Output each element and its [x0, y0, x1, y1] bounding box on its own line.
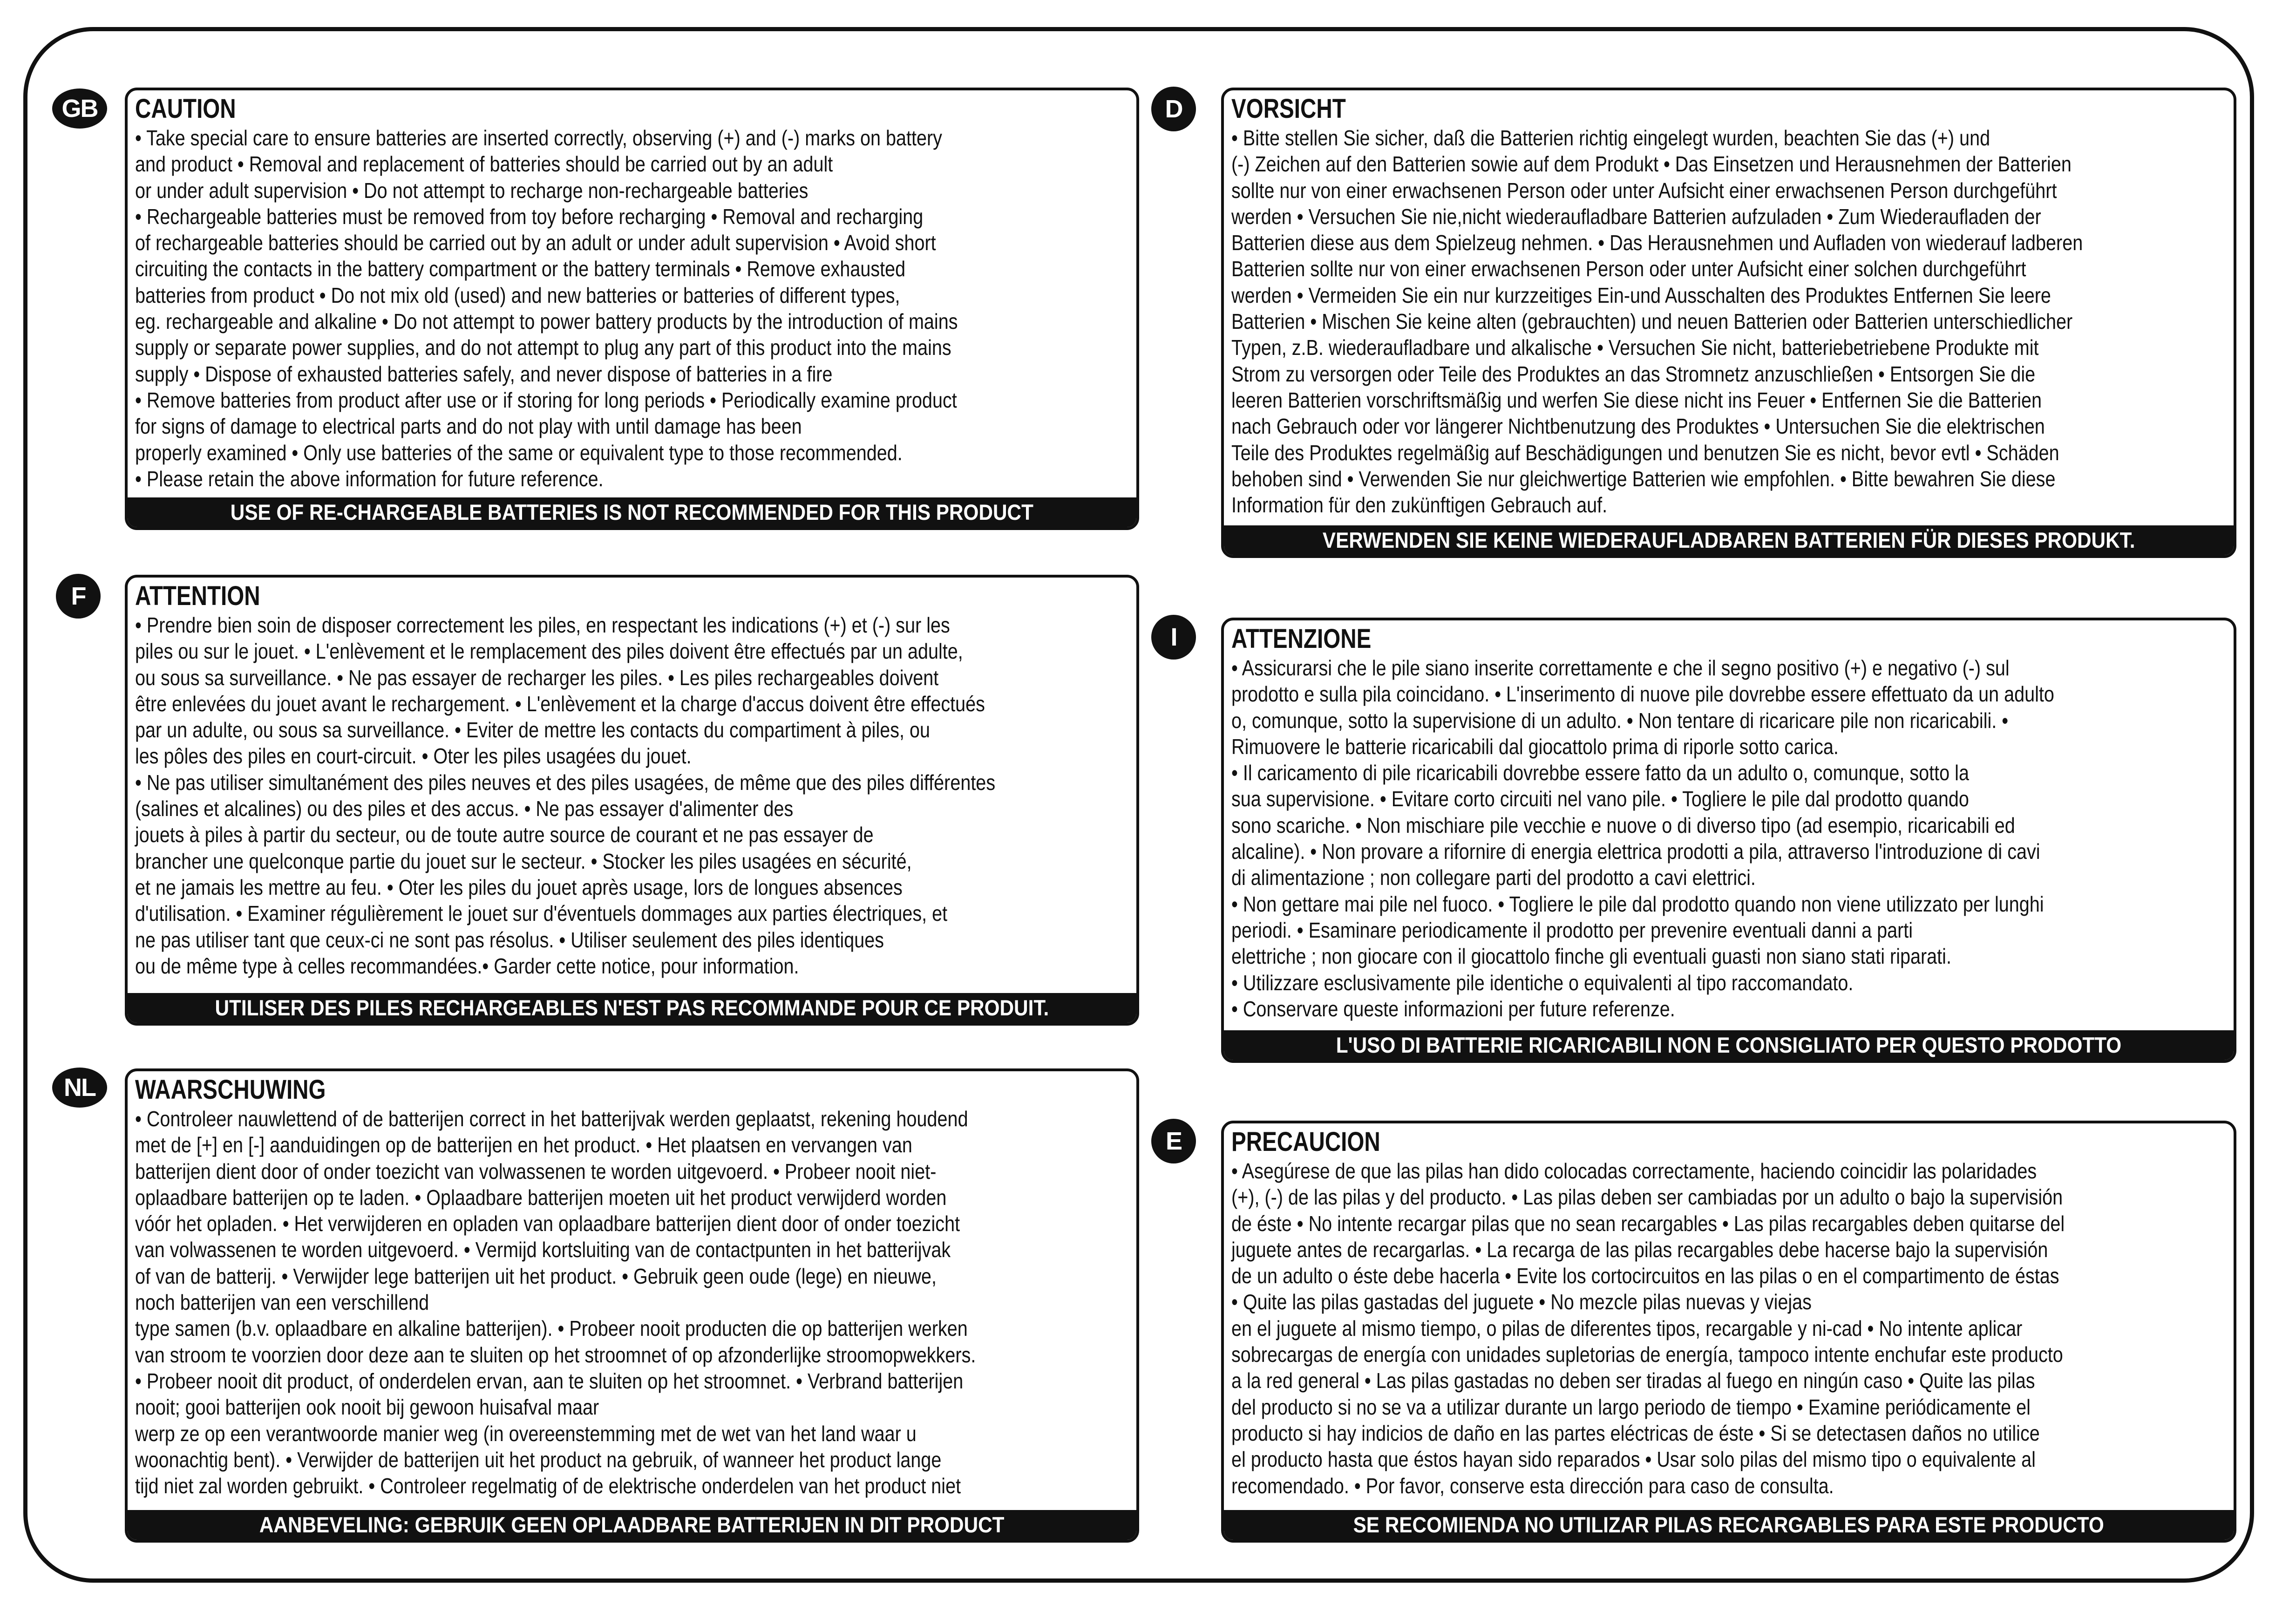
section-vorsicht-d	[1221, 88, 2236, 558]
footer-text: AANBEVELING: GEBRUIK GEEN OPLAADBARE BATTERIJEN IN DIT PRODUCT	[259, 1512, 1005, 1537]
section-caution-gb	[125, 88, 1139, 530]
footer-text: SE RECOMIENDA NO UTILIZAR PILAS RECARGABLES PARA ESTE PRODUCTO	[1353, 1512, 2105, 1537]
section-body: • Controleer nauwlettend of de batterijen correct in het batterijvak werden geplaatst, rekening houdend met de [+] en [-] aanduidingen op de batterijen en het product. • Het plaatsen en vervangen van batterijen dient door of onder toezicht van volwassenen te worden uitgevoerd. • Probeer nooit niet- oplaadbare batterijen op te laden. • Oplaadbare batterijen moeten uit het product verwijderd worden vóór het opladen. • Het verwijderen en opladen van oplaadbare batterijen dient door of onder toezicht van volwassenen te worden uitgevoerd. • Vermijd kortsluiting van de contactpunten in het batterijvak of van de batterij. • Verwijder lege batterijen uit het product. • Gebruik geen oude (lege) en nieuwe, noch batterijen van een verschillend type samen (b.v. oplaadbare en alkaline batterijen). • Probeer nooit producten die op batterijen werken van stroom te voorzien door deze aan te sluiten op het stroomnet of op afzonderlijke stroomopwekkers. • Probeer nooit dit product, of onderdelen ervan, aan te sluiten op het stroomnet. • Verbrand batterijen nooit; gooi batterijen ook nooit bij gewoon huisafval maar werp ze op een verantwoorde manier weg (in overeenstemming met de wet van het land waar u woonachtig bent). • Verwijder de batterijen uit het product na gebruik, of wanneer het product lange tijd niet zal worden gebruikt. • Controleer regelmatig of de elektrische onderdelen van het product niet	[135, 1107, 976, 1498]
section-body: • Bitte stellen Sie sicher, daß die Batterien richtig eingelegt wurden, beachten Sie das (+) und (-) Zeichen auf den Batterien sowie auf dem Produkt • Das Einsetzen und Herausnehmen der Batterien sollte nur von einer erwachsenen Person oder unter Aufsicht einer erwachsenen Person durchgeführt werden • Versuchen Sie nie,nicht wiederaufladbare Batterien aufzuladen • Zum Wiederaufladen der Batterien diese aus dem Spielzeug nehmen. • Das Herausnehmen und Aufladen von wiederauf ladberen Batterien sollte nur von einer erwachsenen Person oder unter Aufsicht einer solchen durchgeführt werden • Vermeiden Sie ein nur kurzzeitiges Ein-und Ausschalten des Produktes Entfernen Sie leere Batterien • Mischen Sie keine alten (gebrauchten) und neuen Batterien oder Batterien unterschiedlicher Typen, z.B. wiederaufladbare und alkalische • Versuchen Sie nicht, batteriebetriebene Produkte mit Strom zu versorgen oder Teile des Produktes an das Stromnetz anzuschließen • Entsorgen Sie die leeren Batterien vorschriftsmäßig und werfen Sie diese nicht ins Feuer • Entfernen Sie die Batterien nach Gebrauch oder vor längerer Nichtbenutzung des Produktes • Untersuchen Sie die elektrischen Teile des Produktes regelmäßig auf Beschädigungen und benutzen Sie es nicht, bevor evtl • Schäden behoben sind • Verwenden Sie nur gleichwertige Batterien wie empfohlen. • Bitte bewahren Sie diese Information für den zukünftigen Gebrauch auf.	[1231, 126, 2083, 517]
section-heading: CAUTION	[135, 94, 236, 124]
footer-text: L'USO DI BATTERIE RICARICABILI NON E CONSIGLIATO PER QUESTO PRODOTTO	[1336, 1033, 2122, 1057]
section-body: • Take special care to ensure batteries are inserted correctly, observing (+) and (-) marks on battery and product • Removal and replacement of batteries should be carried out by an adult or under adult supervision • Do not attempt to recharge non-rechargeable batteries • Rechargeable batteries must be removed from toy before recharging • Removal and recharging of rechargeable batteries should be carried out by an adult or under adult supervision • Avoid short circuiting the contacts in the battery compartment or the battery terminals • Remove exhausted batteries from product • Do not mix old (used) and new batteries or batteries of different types, eg. rechargeable and alkaline • Do not attempt to power battery products by the introduction of mains supply or separate power supplies, and do not attempt to plug any part of this product into the mains supply • Dispose of exhausted batteries safely, and never dispose of batteries in a fire • Remove batteries from product after use or if storing for long periods • Periodically examine product for signs of damage to electrical parts and do not play with until damage has been properly examined • Only use batteries of the same or equivalent type to those recommended. • Please retain the above information for future reference.	[135, 126, 958, 491]
footer-text: USE OF RE-CHARGEABLE BATTERIES IS NOT RECOMMENDED FOR THIS PRODUCT	[230, 500, 1034, 524]
section-attenzione-i	[1221, 618, 2236, 1063]
section-body: • Assicurarsi che le pile siano inserite correttamente e che il segno positivo (+) e negativo (-) sul prodotto e sulla pila coincidano. • L'inserimento di nuove pile dovrebbe essere effettuato da un adulto o, comunque, sotto la supervisione di un adulto. • Non tentare di ricaricare pile non ricaricabili. • Rimuovere le batterie ricaricabili dal giocattolo prima di riporle sotto carica. • Il caricamento di pile ricaricabili dovrebbe essere fatto da un adulto o, comunque, sotto la sua supervisione. • Evitare corto circuiti nel vano pile. • Togliere le pile dal prodotto quando sono scariche. • Non mischiare pile vecchie e nuove o di diverso tipo (ad esempio, ricaricabili ed alcaline). • Non provare a rifornire di energia elettrica prodotti a pila, attraverso l'introduzione di cavi di alimentazione ; non collegare parti del prodotto a cavi elettrici. • Non gettare mai pile nel fuoco. • Togliere le pile dal prodotto quando non viene utilizzato per lunghi periodi. • Esaminare periodicamente il prodotto per prevenire eventuali danni a parti elettriche ; non giocare con il giocattolo finche gli eventuali guasti non siano stati riparati. • Utilizzare esclusivamente pile identiche o equivalenti al tipo raccomandato. • Conservare queste informazioni per future referenze.	[1231, 656, 2054, 1021]
section-heading: VORSICHT	[1231, 94, 1346, 124]
section-waarschuwing-nl	[125, 1068, 1139, 1543]
section-heading: ATTENTION	[135, 581, 260, 611]
section-footer-banner	[128, 1510, 1136, 1540]
section-heading: PRECAUCION	[1231, 1127, 1380, 1157]
section-body: • Asegúrese de que las pilas han dido colocadas correctamente, haciendo coincidir las polaridades (+), (-) de las pilas y del producto. • Las pilas deben ser cambiadas por un adulto o bajo la supervisión de éste • No intente recargar pilas que no sean recargables • Las pilas recargables deben quitarse del juguete antes de recargarlas. • La recarga de las pilas recargables debe hacerse bajo la supervisión de un adulto o éste debe hacerla • Evite los cortocircuitos en las pilas o en el compartimento de éstas • Quite las pilas gastadas del juguete • No mezcle pilas nuevas y viejas en el juguete al mismo tiempo, o pilas de diferentes tipos, recargable y ni-cad • No intente aplicar sobrecargas de energía con unidades supletorias de energía, tampoco intente enchufar este producto a la red general • Las pilas gastadas no deben ser tiradas al fuego en ningún caso • Quite las pilas del producto si no se va a utilizar durante un largo periodo de tiempo • Examine periódicamente el producto si hay indicios de daño en las partes eléctricas de éste • Si se detectasen daños no utilice el producto hasta que éstos hayan sido reparados • Usar solo pilas del mismo tipo o equivalente al recomendado. • Por favor, conserve esta dirección para caso de consulta.	[1231, 1159, 2065, 1498]
section-footer-banner	[1224, 1510, 2234, 1540]
footer-text: VERWENDEN SIE KEINE WIEDERAUFLADBAREN BATTERIEN FÜR DIESES PRODUKT.	[1322, 528, 2135, 552]
section-precaucion-e	[1221, 1121, 2236, 1543]
language-badge-f: F	[56, 574, 101, 619]
section-attention-f	[125, 575, 1139, 1026]
section-heading: WAARSCHUWING	[135, 1075, 326, 1105]
language-badge-e: E	[1151, 1119, 1196, 1163]
language-badge-nl: NL	[52, 1068, 107, 1108]
section-footer-banner	[128, 497, 1136, 527]
section-heading: ATTENZIONE	[1231, 624, 1372, 654]
section-footer-banner	[128, 993, 1136, 1023]
section-body: • Prendre bien soin de disposer correctement les piles, en respectant les indications (+) et (-) sur les piles ou sur le jouet. • L'enlèvement et le remplacement des piles doivent être effectués par un adulte, ou sous sa surveillance. • Ne pas essayer de recharger les piles. • Les piles rechargeables doivent être enlevées du jouet avant le rechargement. • L'enlèvement et la charge d'accus doivent être effectués par un adulte, ou sous sa surveillance. • Eviter de mettre les contacts du compartiment à piles, ou les pôles des piles en court-circuit. • Oter les piles usagées du jouet. • Ne pas utiliser simultanément des piles neuves et des piles usagées, de même que des piles différentes (salines et alcalines) ou des piles et des accus. • Ne pas essayer d'alimenter des jouets à piles à partir du secteur, ou de toute autre source de courant et ne pas essayer de brancher une quelconque partie du jouet sur le secteur. • Stocker les piles usagées en sécurité, et ne jamais les mettre au feu. • Oter les piles du jouet après usage, lors de longues absences d'utilisation. • Examiner régulièrement le jouet sur d'éventuels dommages aux parties électriques, et ne pas utiliser tant que ceux-ci ne sont pas résolus. • Utiliser seulement des piles identiques ou de même type à celles recommandées.• Garder cette notice, pour information.	[135, 613, 996, 978]
footer-text: UTILISER DES PILES RECHARGEABLES N'EST PAS RECOMMANDE POUR CE PRODUIT.	[215, 995, 1049, 1020]
section-footer-banner	[1224, 1030, 2234, 1060]
section-footer-banner	[1224, 525, 2234, 555]
language-badge-gb: GB	[52, 88, 107, 129]
language-badge-i: I	[1151, 615, 1196, 660]
language-badge-d: D	[1151, 87, 1196, 131]
